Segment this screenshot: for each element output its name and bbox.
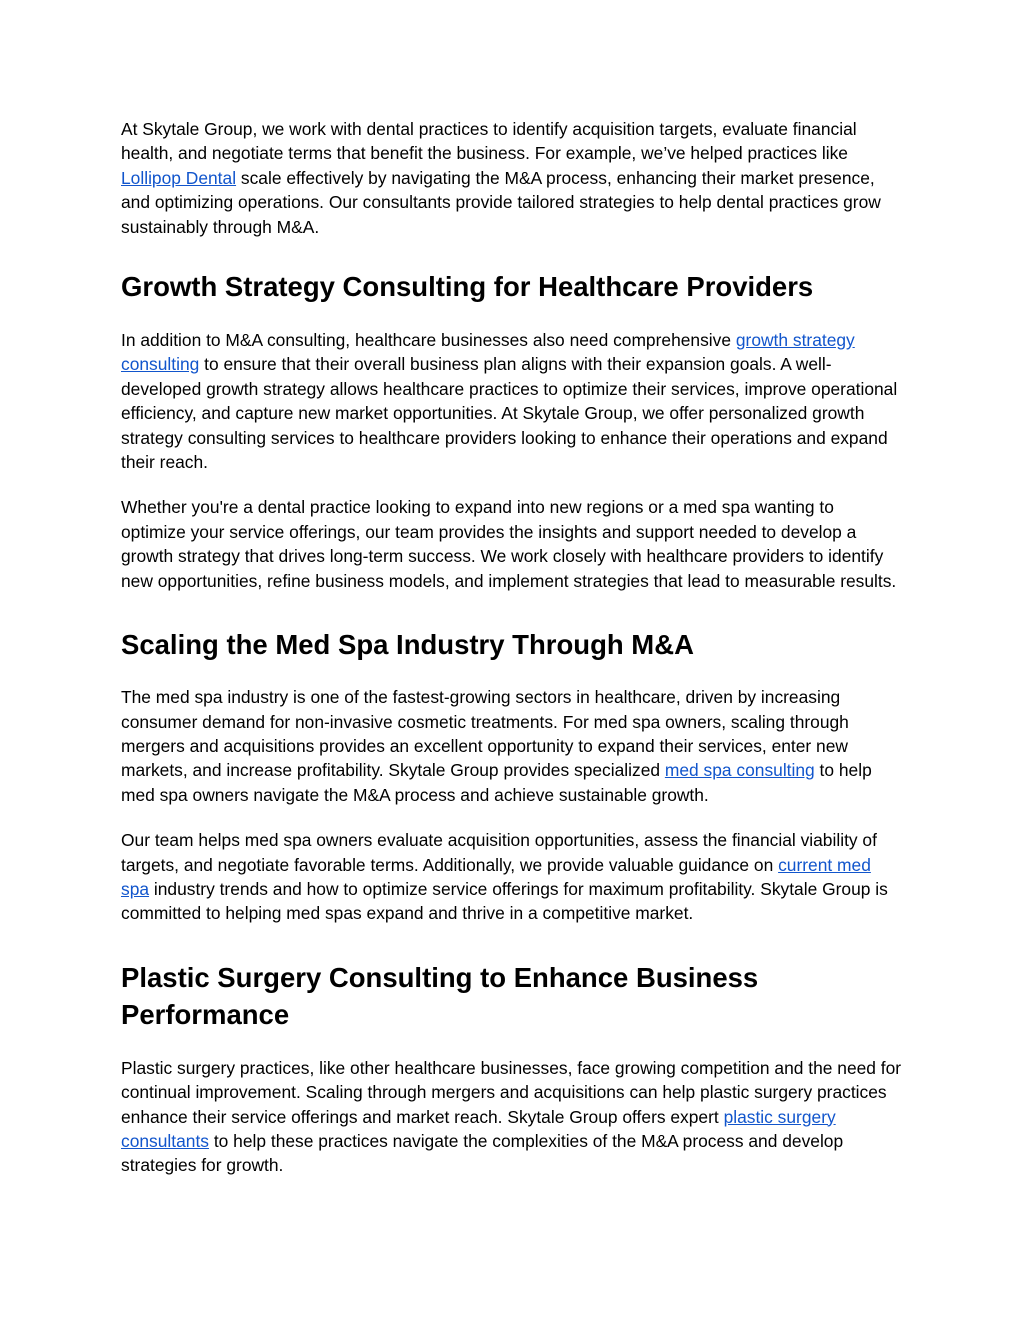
med-spa-paragraph-2 (121, 828, 903, 926)
document-page (121, 117, 903, 1178)
med-spa-p1-text-1: The med spa industry is one of the fastest-growing sectors in healthcare, driven by increasing consumer demand for non-invasive cosmetic treatments. For med spa owners, scaling through mergers and acquisitions provides an excellent opportunity to expand their services, enter new markets, and increase profitability. Skytale Group provides specialized (121, 687, 849, 781)
growth-paragraph-2: Whether you're a dental practice looking to expand into new regions or a med spa wanting to optimize your service offerings, our team provides the insights and support needed to develop a growth strategy that drives long-term success. We work closely with healthcare providers to identify new opportunities, refine business models, and implement strategies that lead to measurable results. (121, 497, 897, 591)
growth-strategy-consulting-link[interactable]: growth strategy consulting (121, 330, 855, 375)
intro-text-1: At Skytale Group, we work with dental practices to identify acquisition targets, evaluate financial health, and negotiate terms that benefit the business. For example, we’ve helped practices like (121, 119, 857, 164)
plastic-surgery-heading: Plastic Surgery Consulting to Enhance Business Performance (121, 961, 759, 1030)
med-spa-paragraph-1 (121, 685, 903, 807)
growth-strategy-heading: Growth Strategy Consulting for Healthcare Providers (121, 271, 814, 303)
med-spa-consulting-link[interactable]: med spa consulting (664, 760, 815, 781)
med-spa-p1-text-2: to help med spa owners navigate the M&A process and achieve sustainable growth. (121, 760, 872, 805)
intro-text-2: scale effectively by navigating the M&A process, enhancing their market presence, and optimizing operations. Our consultants provide tailored strategies to help dental practices grow sustainably through M&A. (121, 167, 881, 237)
current-med-spa-link[interactable]: current med spa (121, 854, 871, 899)
plastic-surgery-paragraph (121, 1056, 903, 1178)
med-spa-p2-text-1: Our team helps med spa owners evaluate acquisition opportunities, assess the financial viability of targets, and negotiate favorable terms. Additionally, we provide valuable guidance on (121, 830, 877, 875)
med-spa-heading: Scaling the Med Spa Industry Through M&A (121, 629, 694, 661)
intro-paragraph (121, 117, 903, 239)
plastic-surgery-consultants-link[interactable]: plastic surgery consultants (121, 1106, 836, 1151)
growth-p1-text-1: In addition to M&A consulting, healthcare businesses also need comprehensive (121, 330, 736, 351)
plastic-p1-text-2: to help these practices navigate the complexities of the M&A process and develop strategies for growth. (121, 1130, 844, 1176)
plastic-p1-text-1: Plastic surgery practices, like other healthcare businesses, face growing competition and the need for continual improvement. Scaling through mergers and acquisitions can help plastic surgery practices enhance their service offerings and market reach. Skytale Group offers expert (121, 1057, 902, 1127)
lollipop-dental-link[interactable]: Lollipop Dental (121, 167, 237, 188)
med-spa-p2-text-2: industry trends and how to optimize service offerings for maximum profitability. Skytale Group is committed to helping med spas expand and thrive in a competitive market. (121, 878, 888, 924)
growth-paragraph-1 (121, 328, 903, 474)
growth-p1-text-2: to ensure that their overall business plan aligns with their expansion goals. A well-developed growth strategy allows healthcare practices to optimize their services, improve operational efficiency, and capture new market opportunities. At Skytale Group, we offer personalized growth strategy consulting services to healthcare providers looking to enhance their operations and expand their reach. (121, 354, 898, 473)
